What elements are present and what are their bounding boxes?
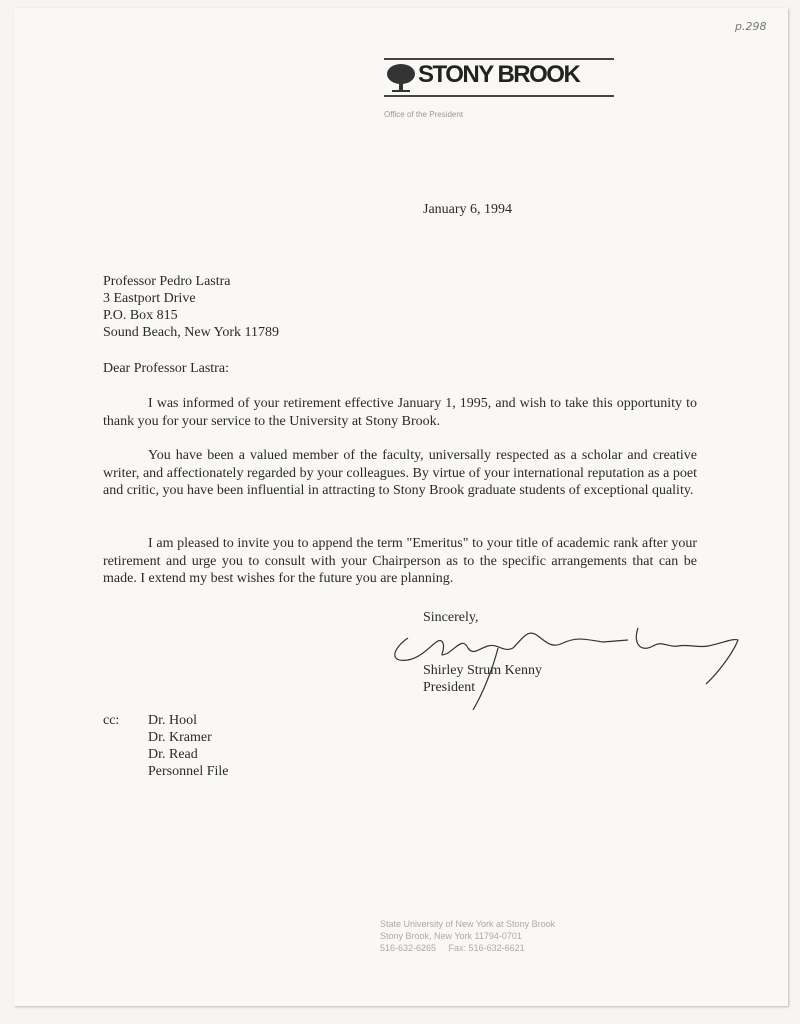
footer-line: 516-632-6265 Fax: 516-632-6621 [380,943,525,953]
logo-top-rule [384,58,614,60]
footer-line: Stony Brook, New York 11794-0701 [380,931,522,941]
body-paragraph: I am pleased to invite you to append the term "Emeritus" to your title of academic rank after your retirement and urge you to consult with your Chairperson as to the specific arrangements that can be made. I extend my best wishes for the future you are planning. [103,536,697,586]
letterhead-footer [380,918,555,954]
stony-brook-logo [384,58,614,98]
cc-item: Dr. Kramer [148,730,212,745]
office-line: Office of the President [384,110,464,119]
address-line: Sound Beach, New York 11789 [103,325,280,340]
signer-title: President [423,680,476,695]
logo-bottom-rule [384,95,614,97]
salutation: Dear Professor Lastra: [103,361,229,376]
page-number-annotation: p.298 [735,20,767,33]
address-line: P.O. Box 815 [103,308,178,323]
footer-line: State University of New York at Stony Brook [380,919,556,929]
body-paragraph: You have been a valued member of the faculty, universally respected as a scholar and creative writer, and affectionately regarded by your colleagues. By virtue of your international reputation as a poet and critic, you have been influential in attracting to Stony Brook graduate students of exceptional quality. [103,448,697,498]
letter-date: January 6, 1994 [423,202,513,217]
recipient-address [103,273,279,341]
address-line: 3 Eastport Drive [103,291,196,306]
address-line: Professor Pedro Lastra [103,274,231,289]
cc-item: Dr. Hool [148,713,197,728]
signer-name: Shirley Strum Kenny [423,663,542,678]
paper-sheet [14,8,788,1006]
logo-wordmark: STONY BROOK [418,61,580,88]
tree-icon [386,63,416,93]
closing: Sincerely, [423,610,479,625]
cc-label: cc: [103,713,120,728]
cc-item: Personnel File [148,764,229,779]
body-paragraph: I was informed of your retirement effective January 1, 1995, and wish to take this opportunity to thank you for your service to the University at Stony Brook. [103,396,697,429]
cc-item: Dr. Read [148,747,198,762]
cc-list [148,712,229,780]
